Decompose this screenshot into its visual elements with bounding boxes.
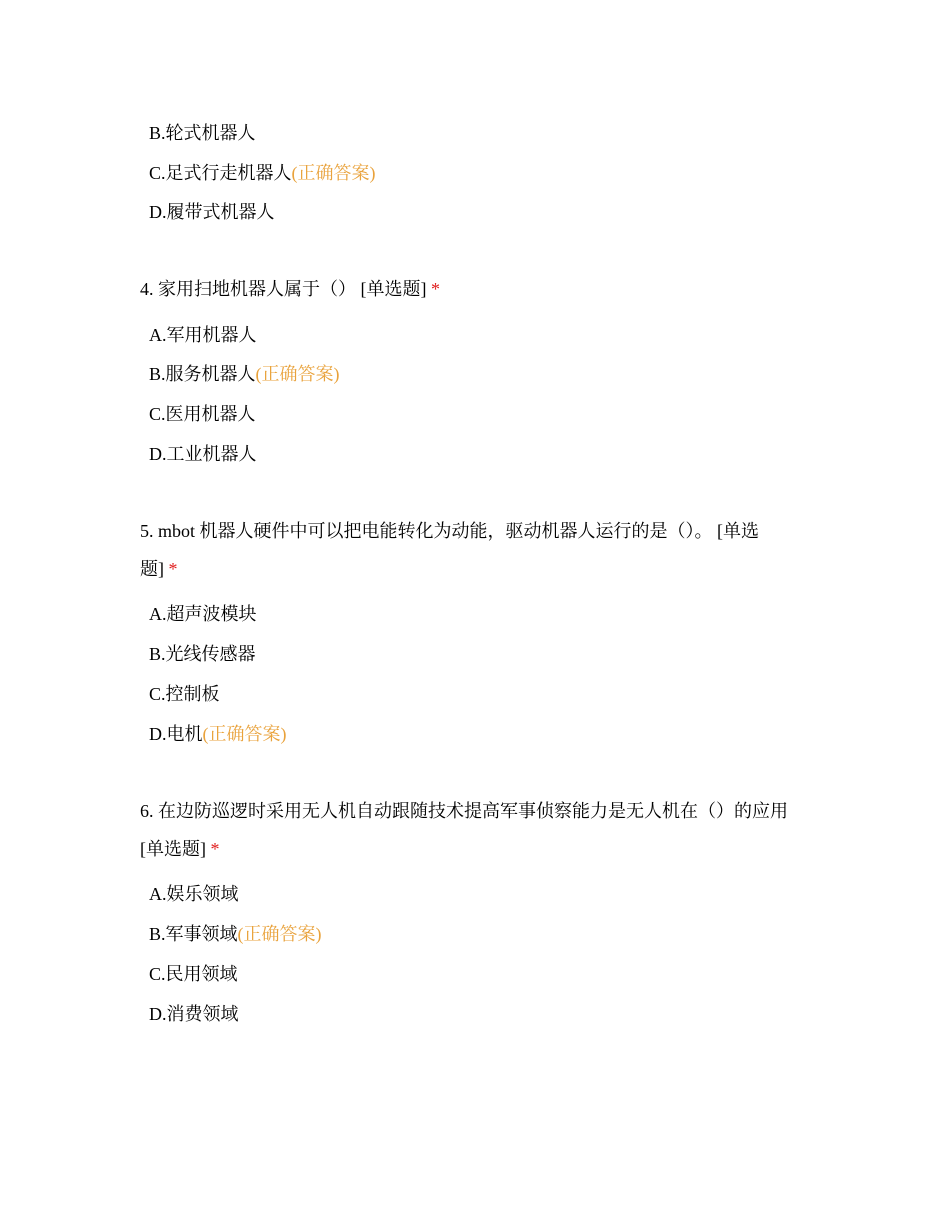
q4-option-a — [149, 323, 257, 347]
q5-title — [140, 512, 820, 588]
q3-option-c — [149, 161, 376, 185]
q5-option-a — [149, 602, 257, 626]
option-text: C.控制板 — [149, 684, 220, 704]
option-text: C.医用机器人 — [149, 404, 256, 424]
q5-option-d — [149, 722, 287, 746]
q6-option-d — [149, 1002, 239, 1026]
q6-option-b — [149, 922, 322, 946]
q6-option-c — [149, 962, 238, 986]
required-mark: * — [168, 559, 178, 579]
q3-option-b — [149, 121, 256, 145]
q5-option-c — [149, 682, 220, 706]
option-text: A.超声波模块 — [149, 604, 257, 624]
option-text: A.娱乐领域 — [149, 884, 239, 904]
question-text-line2: [单选题] — [140, 839, 206, 859]
q6-option-a — [149, 882, 239, 906]
question-text: 4. 家用扫地机器人属于（） [单选题] — [140, 279, 427, 299]
q6-title — [140, 792, 820, 868]
correct-answer-tag: (正确答案) — [202, 724, 287, 744]
option-text: B.服务机器人 — [149, 364, 256, 384]
correct-answer-tag: (正确答案) — [291, 163, 376, 183]
option-text: D.消费领域 — [149, 1004, 239, 1024]
q4-option-c — [149, 402, 256, 426]
q5-option-b — [149, 642, 256, 666]
q4-title — [140, 270, 820, 308]
option-text: B.光线传感器 — [149, 644, 256, 664]
required-mark: * — [210, 839, 220, 859]
option-text: D.履带式机器人 — [149, 202, 275, 222]
option-text: D.工业机器人 — [149, 444, 257, 464]
question-text-line1: 5. mbot 机器人硬件中可以把电能转化为动能，驱动机器人运行的是（）。 [单选 — [140, 521, 759, 541]
question-text-line1: 6. 在边防巡逻时采用无人机自动跟随技术提高军事侦察能力是无人机在（）的应用 — [140, 801, 788, 821]
q4-option-d — [149, 442, 257, 466]
option-text: C.足式行走机器人 — [149, 163, 292, 183]
option-text: D.电机 — [149, 724, 203, 744]
question-text-line2: 题] — [140, 559, 164, 579]
option-text: B.轮式机器人 — [149, 123, 256, 143]
q4-option-b — [149, 362, 340, 386]
option-text: A.军用机器人 — [149, 325, 257, 345]
option-text: C.民用领域 — [149, 964, 238, 984]
correct-answer-tag: (正确答案) — [255, 364, 340, 384]
option-text: B.军事领域 — [149, 924, 238, 944]
required-mark: * — [431, 279, 440, 299]
q3-option-d — [149, 200, 275, 224]
correct-answer-tag: (正确答案) — [237, 924, 322, 944]
